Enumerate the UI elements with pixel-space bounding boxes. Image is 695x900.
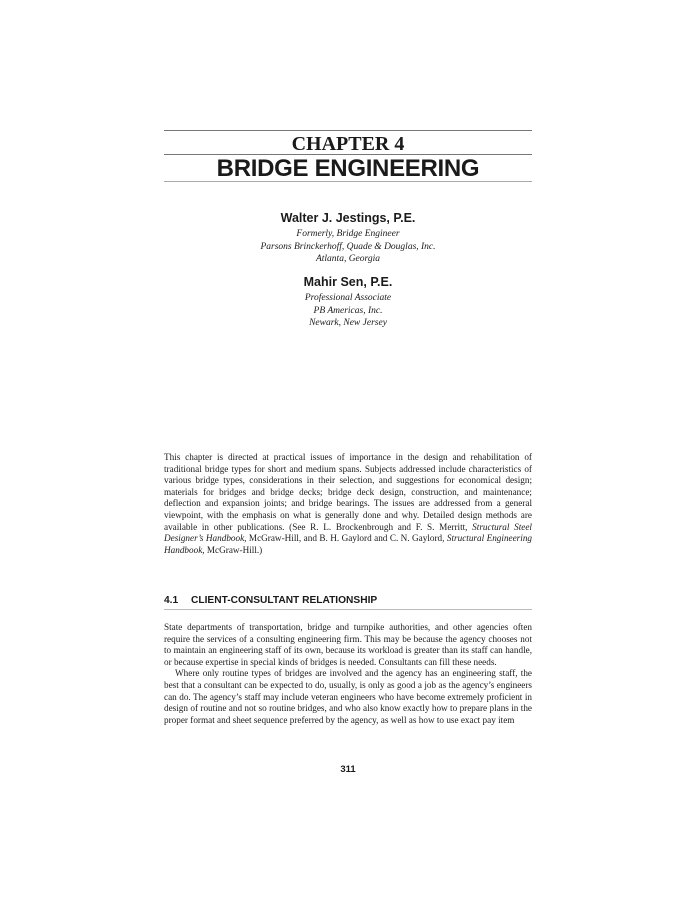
author-affiliation: Atlanta, Georgia [315,254,381,264]
page-number: 311 [340,764,356,775]
author-name: Walter J. Jestings, P.E. [280,211,416,225]
chapter-title: BRIDGE ENGINEERING [216,155,480,182]
section-rule [164,609,532,610]
author-affiliation: Professional Associate [304,293,392,303]
book-title: Structural Engineering Handbook, [164,533,533,555]
section-title: CLIENT-CONSULTANT RELATIONSHIP [191,595,378,606]
abstract-text: This chapter is directed at practical issues of importance in the design and rehabilitation of traditional bridge types for short and medium spans. Subjects addressed include characteristics of various bridge types, considerations in their selection, and suggestions for economical design; materials for bridges and bridge decks; bridge deck design, construction, and maintenance; deflection and expansion joints; and bridge bearings. The issues are addressed from a general viewpoint, with the emphasis on what is generally done and why. Detailed design methods are available in other publications. (See R. L. Brockenbrough and F. S. Merritt, [164,452,532,532]
author-name: Mahir Sen, P.E. [303,275,393,289]
author-2 [164,274,532,330]
book-title: Structural Steel Designer’s Handbook, [164,521,532,544]
title-rule [164,181,532,182]
abstract-text: McGraw-Hill, and B. H. Gaylord and C. N. Gaylord, [246,533,447,544]
paragraph: State departments of transportation, bridge and turnpike authorities, and other agencies often require the services of a consulting engineering firm. This may be because the agency chooses not to maintain an engineering staff of its own, because its workload is greater than its staff can handle, or because expertise in special kinds of bridges is needed. Consultants can fill these needs. [164,622,532,667]
chapter-number: CHAPTER 4 [291,133,405,155]
author-1 [164,210,532,266]
top-rule [164,130,532,131]
section-heading [164,594,532,607]
author-affiliation: Newark, New Jersey [309,318,387,328]
section-number: 4.1 [164,595,179,606]
chapter-abstract [164,452,532,556]
author-affiliation: Formerly, Bridge Engineer [296,229,400,239]
author-affiliation: PB Americas, Inc. [313,305,383,316]
paragraph: Where only routine types of bridges are involved and the agency has an engineering staff, the best that a consultant can be expected to do, usually, is only as good a job as the agency’s engineers can do. The agency’s staff may include veteran engineers who have become extremely proficient in design of routine and not so routine bridges, and who also know exactly how to prepare plans in the proper format and sheet sequence preferred by the agency, as well as how to use exact pay item [164,668,532,725]
abstract-text: McGraw-Hill.) [204,544,263,555]
author-affiliation: Parsons Brinckerhoff, Quade & Douglas, Inc. [260,241,436,252]
section-body [164,622,532,726]
